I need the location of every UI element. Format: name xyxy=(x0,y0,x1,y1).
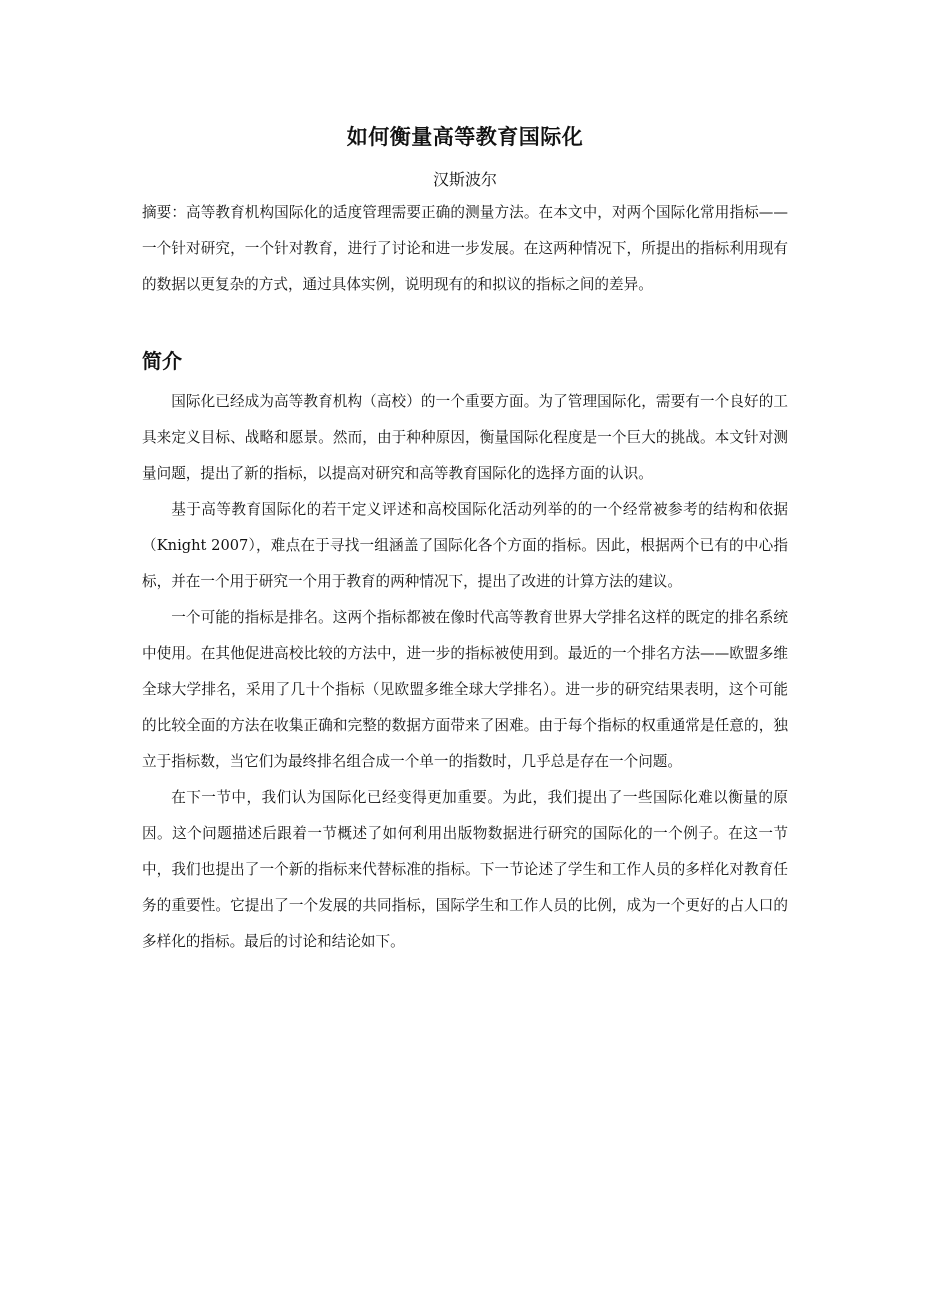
paper-title: 如何衡量高等教育国际化 xyxy=(346,124,584,149)
section-heading-introduction: 简介 xyxy=(142,349,182,373)
paragraph-3: 一个可能的指标是排名。这两个指标都被在像时代高等教育世界大学排名这样的既定的排名系统中使用。在其他促进高校比较的方法中，进一步的指标被使用到。最近的一个排名方法——欧盟多维全球大学排名，采用了几十个指标（见欧盟多维全球大学排名）。进一步的研究结果表明，这个可能的比较全面的方法在收集正确和完整的数据方面带来了困难。由于每个指标的权重通常是任意的，独立于指标数，当它们为最终排名组合成一个单一的指数时，几乎总是存在一个问题。 xyxy=(142,609,788,770)
paper-abstract: 摘要：高等教育机构国际化的适度管理需要正确的测量方法。在本文中，对两个国际化常用指标——一个针对研究，一个针对教育，进行了讨论和进一步发展。在这两种情况下，所提出的指标利用现有的数据以更复杂的方式，通过具体实例，说明现有的和拟议的指标之间的差异。 xyxy=(142,204,788,293)
paragraph-4: 在下一节中，我们认为国际化已经变得更加重要。为此，我们提出了一些国际化难以衡量的原因。这个问题描述后跟着一节概述了如何利用出版物数据进行研究的国际化的一个例子。在这一节中，我们也提出了一个新的指标来代替标准的指标。下一节论述了学生和工作人员的多样化对教育任务的重要性。它提出了一个发展的共同指标，国际学生和工作人员的比例，成为一个更好的占人口的多样化的指标。最后的讨论和结论如下。 xyxy=(142,789,788,950)
paragraph-1: 国际化已经成为高等教育机构（高校）的一个重要方面。为了管理国际化，需要有一个良好的工具来定义目标、战略和愿景。然而，由于种种原因，衡量国际化程度是一个巨大的挑战。本文针对测量问题，提出了新的指标，以提高对研究和高等教育国际化的选择方面的认识。 xyxy=(142,393,788,482)
paragraph-2: 基于高等教育国际化的若干定义评述和高校国际化活动列举的的一个经常被参考的结构和依据（Knight 2007），难点在于寻找一组涵盖了国际化各个方面的指标。因此，根据两个已有的中心指标，并在一个用于研究一个用于教育的两种情况下，提出了改进的计算方法的建议。 xyxy=(142,501,788,590)
paper-author: 汉斯波尔 xyxy=(432,170,497,189)
paper-page xyxy=(142,122,788,960)
